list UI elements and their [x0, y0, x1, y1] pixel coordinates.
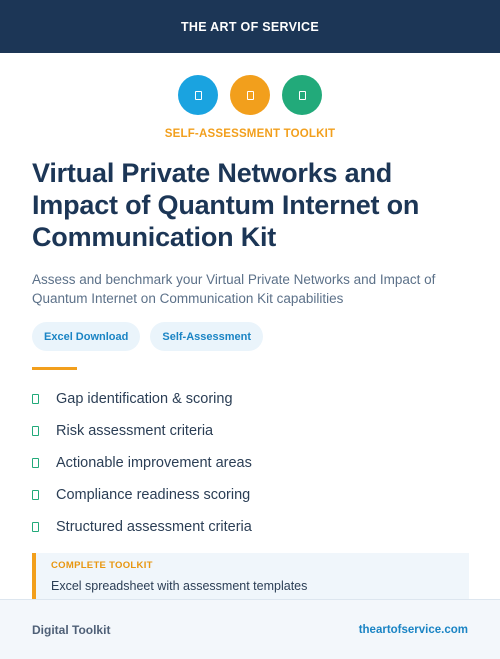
brand-name: THE ART OF SERVICE: [180, 19, 320, 34]
check-icon: [32, 394, 39, 404]
accent-divider: [32, 367, 77, 370]
tag-excel-download: Excel Download: [32, 322, 140, 351]
check-icon: [32, 458, 39, 468]
footer-label: Digital Toolkit: [32, 622, 111, 637]
callout-text: Excel spreadsheet with assessment templates: [51, 579, 308, 593]
feature-item: [32, 383, 252, 415]
feature-list: [32, 383, 252, 543]
check-icon: [32, 490, 39, 500]
feature-item: [32, 479, 252, 511]
document-icon: [178, 75, 218, 115]
page-title: Virtual Private Networks and Impact of Quantum Internet on Communication Kit: [32, 158, 420, 252]
document-icon: [230, 75, 270, 115]
page-subtitle: Assess and benchmark your Virtual Private Networks and Impact of Quantum Internet on Communication Kit capabilities: [32, 272, 436, 306]
toolkit-kicker: SELF-ASSESSMENT TOOLKIT: [164, 128, 336, 140]
footer: [0, 599, 500, 659]
feature-label: Risk assessment criteria: [56, 423, 214, 439]
feature-label: Structured assessment criteria: [56, 519, 252, 535]
check-icon: [32, 522, 39, 532]
feature-label: Actionable improvement areas: [56, 455, 252, 471]
check-icon: [32, 426, 39, 436]
feature-item: [32, 447, 252, 479]
feature-label: Compliance readiness scoring: [56, 487, 251, 503]
tag-self-assessment: Self-Assessment: [150, 322, 263, 351]
feature-item: [32, 511, 252, 543]
callout-label: COMPLETE TOOLKIT: [51, 560, 153, 571]
feature-label: Gap identification & scoring: [56, 391, 233, 407]
toolkit-callout: [32, 553, 469, 600]
icon-row: [0, 75, 500, 115]
feature-item: [32, 415, 252, 447]
website-link[interactable]: theartofservice.com: [358, 623, 468, 636]
document-icon: [282, 75, 322, 115]
tag-list: [32, 322, 263, 351]
header-bar: [0, 0, 500, 53]
